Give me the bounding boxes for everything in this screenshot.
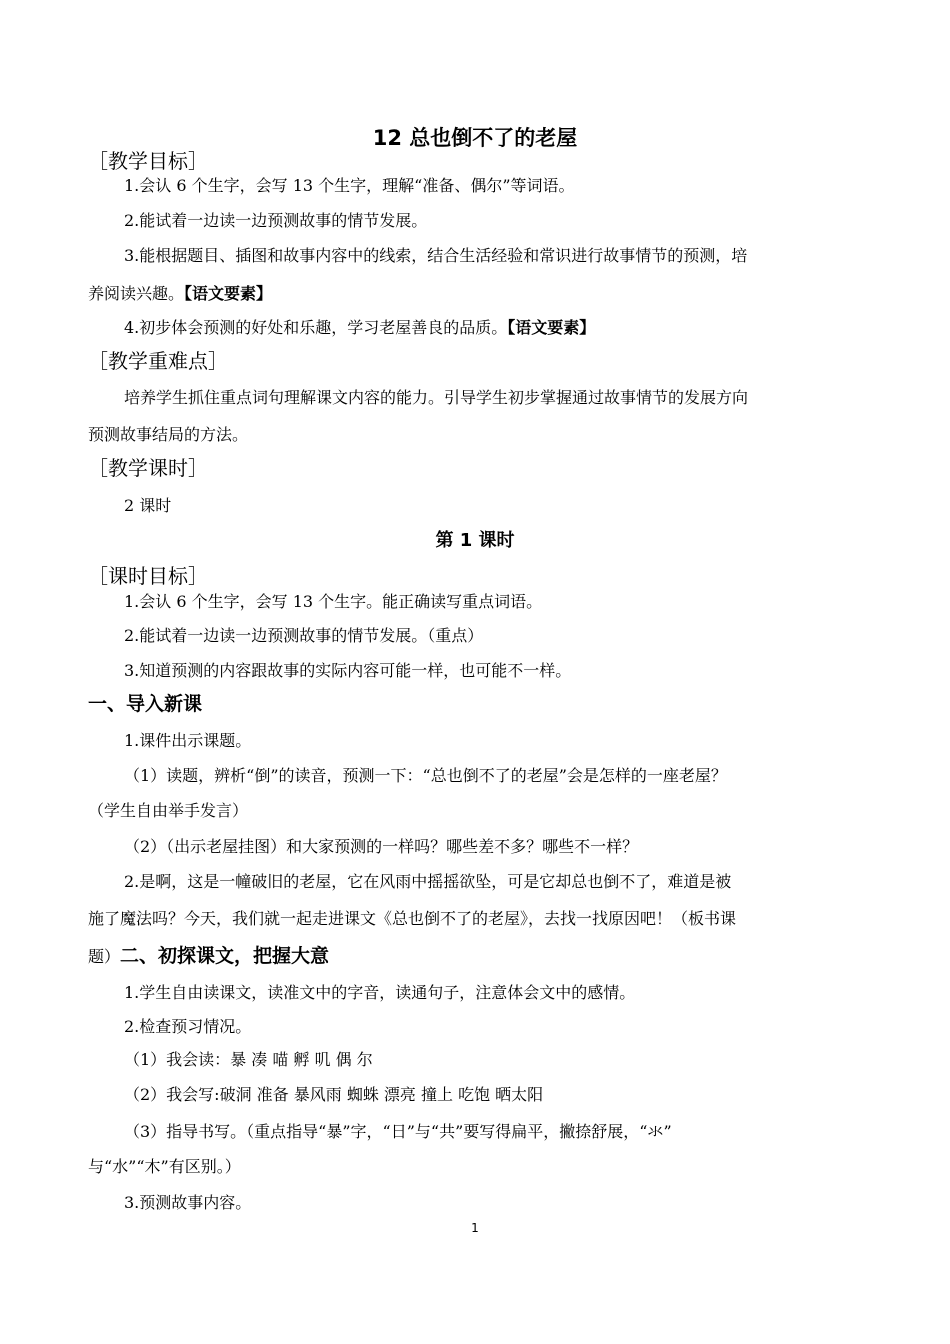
- difficulties-line-1: 培养学生抓住重点词句理解课文内容的能力。引导学生初步掌握通过故事情节的发展方向: [124, 388, 749, 407]
- lesson-goal-1: 1.会认 6 个生字，会写 13 个生字。能正确读写重点词语。: [124, 592, 543, 611]
- section-2-step-3: 3.预测故事内容。: [124, 1193, 252, 1212]
- section-1-step-1a-line-2: （学生自由举手发言）: [88, 801, 249, 820]
- objective-4: [88, 316, 912, 340]
- difficulties-heading: ［教学重难点］: [88, 349, 228, 373]
- section-1-step-2-line-1: 2.是啊，这是一幢破旧的老屋，它在风雨中摇摇欲坠，可是它却总也倒不了，难道是被: [124, 872, 732, 891]
- objective-4-text: 4.初步体会预测的好处和乐趣，学习老屋善良的品质。: [124, 318, 508, 337]
- section-1-step-1b: （2）（出示老屋挂图）和大家预测的一样吗？哪些差不多？哪些不一样？: [124, 837, 639, 856]
- page-title: 12 总也倒不了的老屋: [372, 126, 578, 150]
- section-2-step-1: 1.学生自由读课文，读准文中的字音，读通句子，注意体会文中的感情。: [124, 983, 636, 1002]
- section-2-step-2a: （1）我会读：暴 凑 喵 孵 叽 偶 尔: [124, 1050, 373, 1069]
- objective-3-line-1: 3.能根据题目、插图和故事内容中的线索，结合生活经验和常识进行故事情节的预测，培: [124, 246, 748, 265]
- objective-1: 1.会认 6 个生字，会写 13 个生字，理解“准备、偶尔”等词语。: [124, 176, 575, 195]
- objective-3-line-2: [88, 282, 876, 306]
- hours-heading: ［教学课时］: [88, 456, 208, 480]
- hours-text: 2 课时: [124, 496, 172, 515]
- section-2-step-2c-line-2: 与“水”“木”有区别。）: [88, 1157, 241, 1176]
- section-1-heading: 一、导入新课: [88, 693, 203, 715]
- lesson-1-title: 第 1 课时: [435, 530, 515, 551]
- objective-2: 2.能试着一边读一边预测故事的情节发展。: [124, 211, 428, 230]
- objective-3-tag: 【语文要素】: [184, 284, 273, 303]
- section-2-step-2b: （2）我会写:破洞 准备 暴风雨 蜘蛛 漂亮 撞上 吃饱 晒太阳: [124, 1085, 544, 1104]
- lesson-goals-heading: ［课时目标］: [88, 564, 208, 588]
- section-1-step-2-line-3-text: 题）: [88, 947, 121, 966]
- objective-4-tag: 【语文要素】: [507, 318, 596, 337]
- section-2-step-2c-line-1: （3）指导书写。（重点指导“暴”字，“日”与“共”要写得扁平，撇捺舒展，“氺”: [124, 1122, 672, 1141]
- lesson-goal-3: 3.知道预测的内容跟故事的实际内容可能一样，也可能不一样。: [124, 661, 572, 680]
- section-1-step-2-line-2: 施了魔法吗？今天，我们就一起走进课文《总也倒不了的老屋》，去找一找原因吧！（板书课: [88, 909, 737, 928]
- objective-3-text: 养阅读兴趣。: [88, 284, 185, 303]
- section-1-step-1a-line-1: （1）读题，辨析“倒”的读音，预测一下：“总也倒不了的老屋”会是怎样的一座老屋？: [124, 766, 727, 785]
- section-2-heading: 二、初探课文，把握大意: [120, 945, 330, 967]
- page-number: 1: [471, 1221, 479, 1235]
- section-1-step-2-line-3: [88, 944, 876, 969]
- section-2-step-2: 2.检查预习情况。: [124, 1017, 252, 1036]
- section-1-step-1: 1.课件出示课题。: [124, 731, 252, 750]
- objectives-heading: ［教学目标］: [88, 149, 208, 173]
- lesson-goal-2: 2.能试着一边读一边预测故事的情节发展。（重点）: [124, 626, 484, 645]
- difficulties-line-2: 预测故事结局的方法。: [88, 425, 249, 444]
